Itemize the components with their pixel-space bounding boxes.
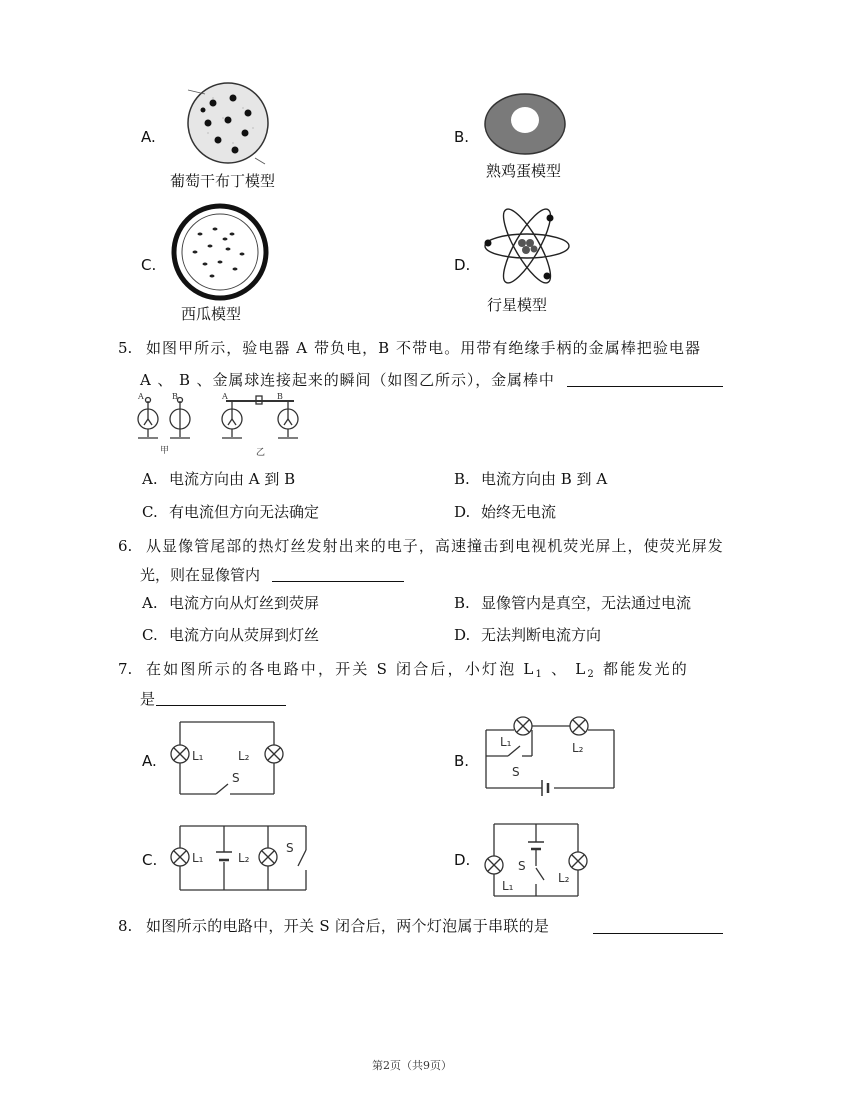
label-s: S (286, 841, 294, 855)
option-letter: B. (454, 752, 470, 770)
answer-blank[interactable] (593, 917, 723, 934)
option-letter: B. (454, 470, 470, 488)
answer-blank[interactable] (567, 370, 723, 387)
option-letter: A. (142, 752, 157, 770)
planetary-model-icon (482, 210, 572, 282)
page-footer: 第2页（共9页） (372, 1059, 452, 1072)
option-letter: B. (454, 128, 470, 146)
figure-label-b: B (277, 392, 283, 401)
option-letter: D. (454, 626, 471, 644)
question-number: 6. (118, 537, 133, 555)
label-s: S (512, 765, 520, 779)
option-letter: A. (142, 594, 158, 612)
question-number: 5. (118, 339, 133, 357)
option-text: 显像管内是真空，无法通过电流 (481, 594, 692, 612)
label-l1: L₁ (500, 735, 512, 749)
option-letter: C. (141, 256, 157, 274)
option-letter: C. (142, 626, 158, 644)
option-letter: A. (141, 128, 156, 146)
option-text: 有电流但方向无法确定 (169, 503, 320, 521)
question-text: 如图所示的电路中，开关 S 闭合后，两个灯泡属于串联的是 (146, 917, 550, 935)
plum-pudding-model-icon (183, 78, 273, 168)
figure-label-a: A (138, 392, 144, 401)
label-l2: L₂ (558, 871, 570, 885)
option-caption: 西瓜模型 (181, 305, 242, 323)
question-text-line2: A 、 B 、金属球连接起来的瞬间（如图乙所示），金属棒中 (140, 371, 555, 389)
option-text: 电流方向由 B 到 A (481, 470, 608, 488)
option-text: 电流方向从荧屏到灯丝 (169, 626, 320, 644)
electroscope-figure (130, 393, 310, 463)
figure-label-yi: 乙 (256, 448, 266, 458)
label-l2: L₂ (572, 741, 584, 755)
circuit-d-diagram (482, 818, 592, 900)
watermelon-model-icon (170, 204, 270, 300)
question-text-line2: 光，则在显像管内 (140, 566, 261, 584)
question-text-line2: 是 (140, 690, 156, 708)
label-l1: L₁ (502, 879, 514, 893)
label-l1: L₁ (192, 851, 204, 865)
boiled-egg-model-icon (483, 92, 567, 156)
circuit-b-diagram (480, 712, 620, 804)
question-text-line1: 如图甲所示，验电器 A 带负电，B 不带电。用带有绝缘手柄的金属棒把验电器 (146, 339, 702, 357)
answer-blank[interactable] (156, 689, 286, 706)
question-text-line1: 在如图所示的各电路中，开关 S 闭合后，小灯泡 $L_1$ 、 $L_2$ 都能发光的 (146, 660, 689, 680)
label-l1: L₁ (192, 749, 204, 763)
question-number: 7. (118, 660, 133, 678)
option-letter: C. (142, 851, 158, 869)
label-l2: L₂ (238, 851, 250, 865)
option-caption: 葡萄干布丁模型 (170, 172, 276, 190)
option-text: 无法判断电流方向 (481, 626, 602, 644)
figure-label-jia: 甲 (160, 446, 170, 456)
label-l2: L₂ (238, 749, 250, 763)
question-text-line1: 从显像管尾部的热灯丝发射出来的电子，高速撞击到电视机荧光屏上，使荧光屏发 (146, 537, 724, 555)
option-caption: 熟鸡蛋模型 (486, 162, 562, 180)
option-letter: D. (454, 851, 471, 869)
circuit-c-diagram (170, 822, 312, 894)
option-letter: C. (142, 503, 158, 521)
option-letter: B. (454, 594, 470, 612)
option-caption: 行星模型 (487, 296, 548, 314)
option-text: 电流方向从灯丝到荧屏 (169, 594, 320, 612)
option-text: 始终无电流 (481, 503, 557, 521)
figure-label-a: A (222, 392, 228, 401)
figure-label-b: B (172, 392, 178, 401)
label-s: S (518, 859, 526, 873)
option-letter: D. (454, 256, 471, 274)
label-s: S (232, 771, 240, 785)
option-letter: D. (454, 503, 471, 521)
option-text: 电流方向由 A 到 B (169, 470, 296, 488)
circuit-a-diagram (172, 718, 282, 800)
option-letter: A. (142, 470, 158, 488)
question-number: 8. (118, 917, 133, 935)
answer-blank[interactable] (272, 565, 404, 582)
